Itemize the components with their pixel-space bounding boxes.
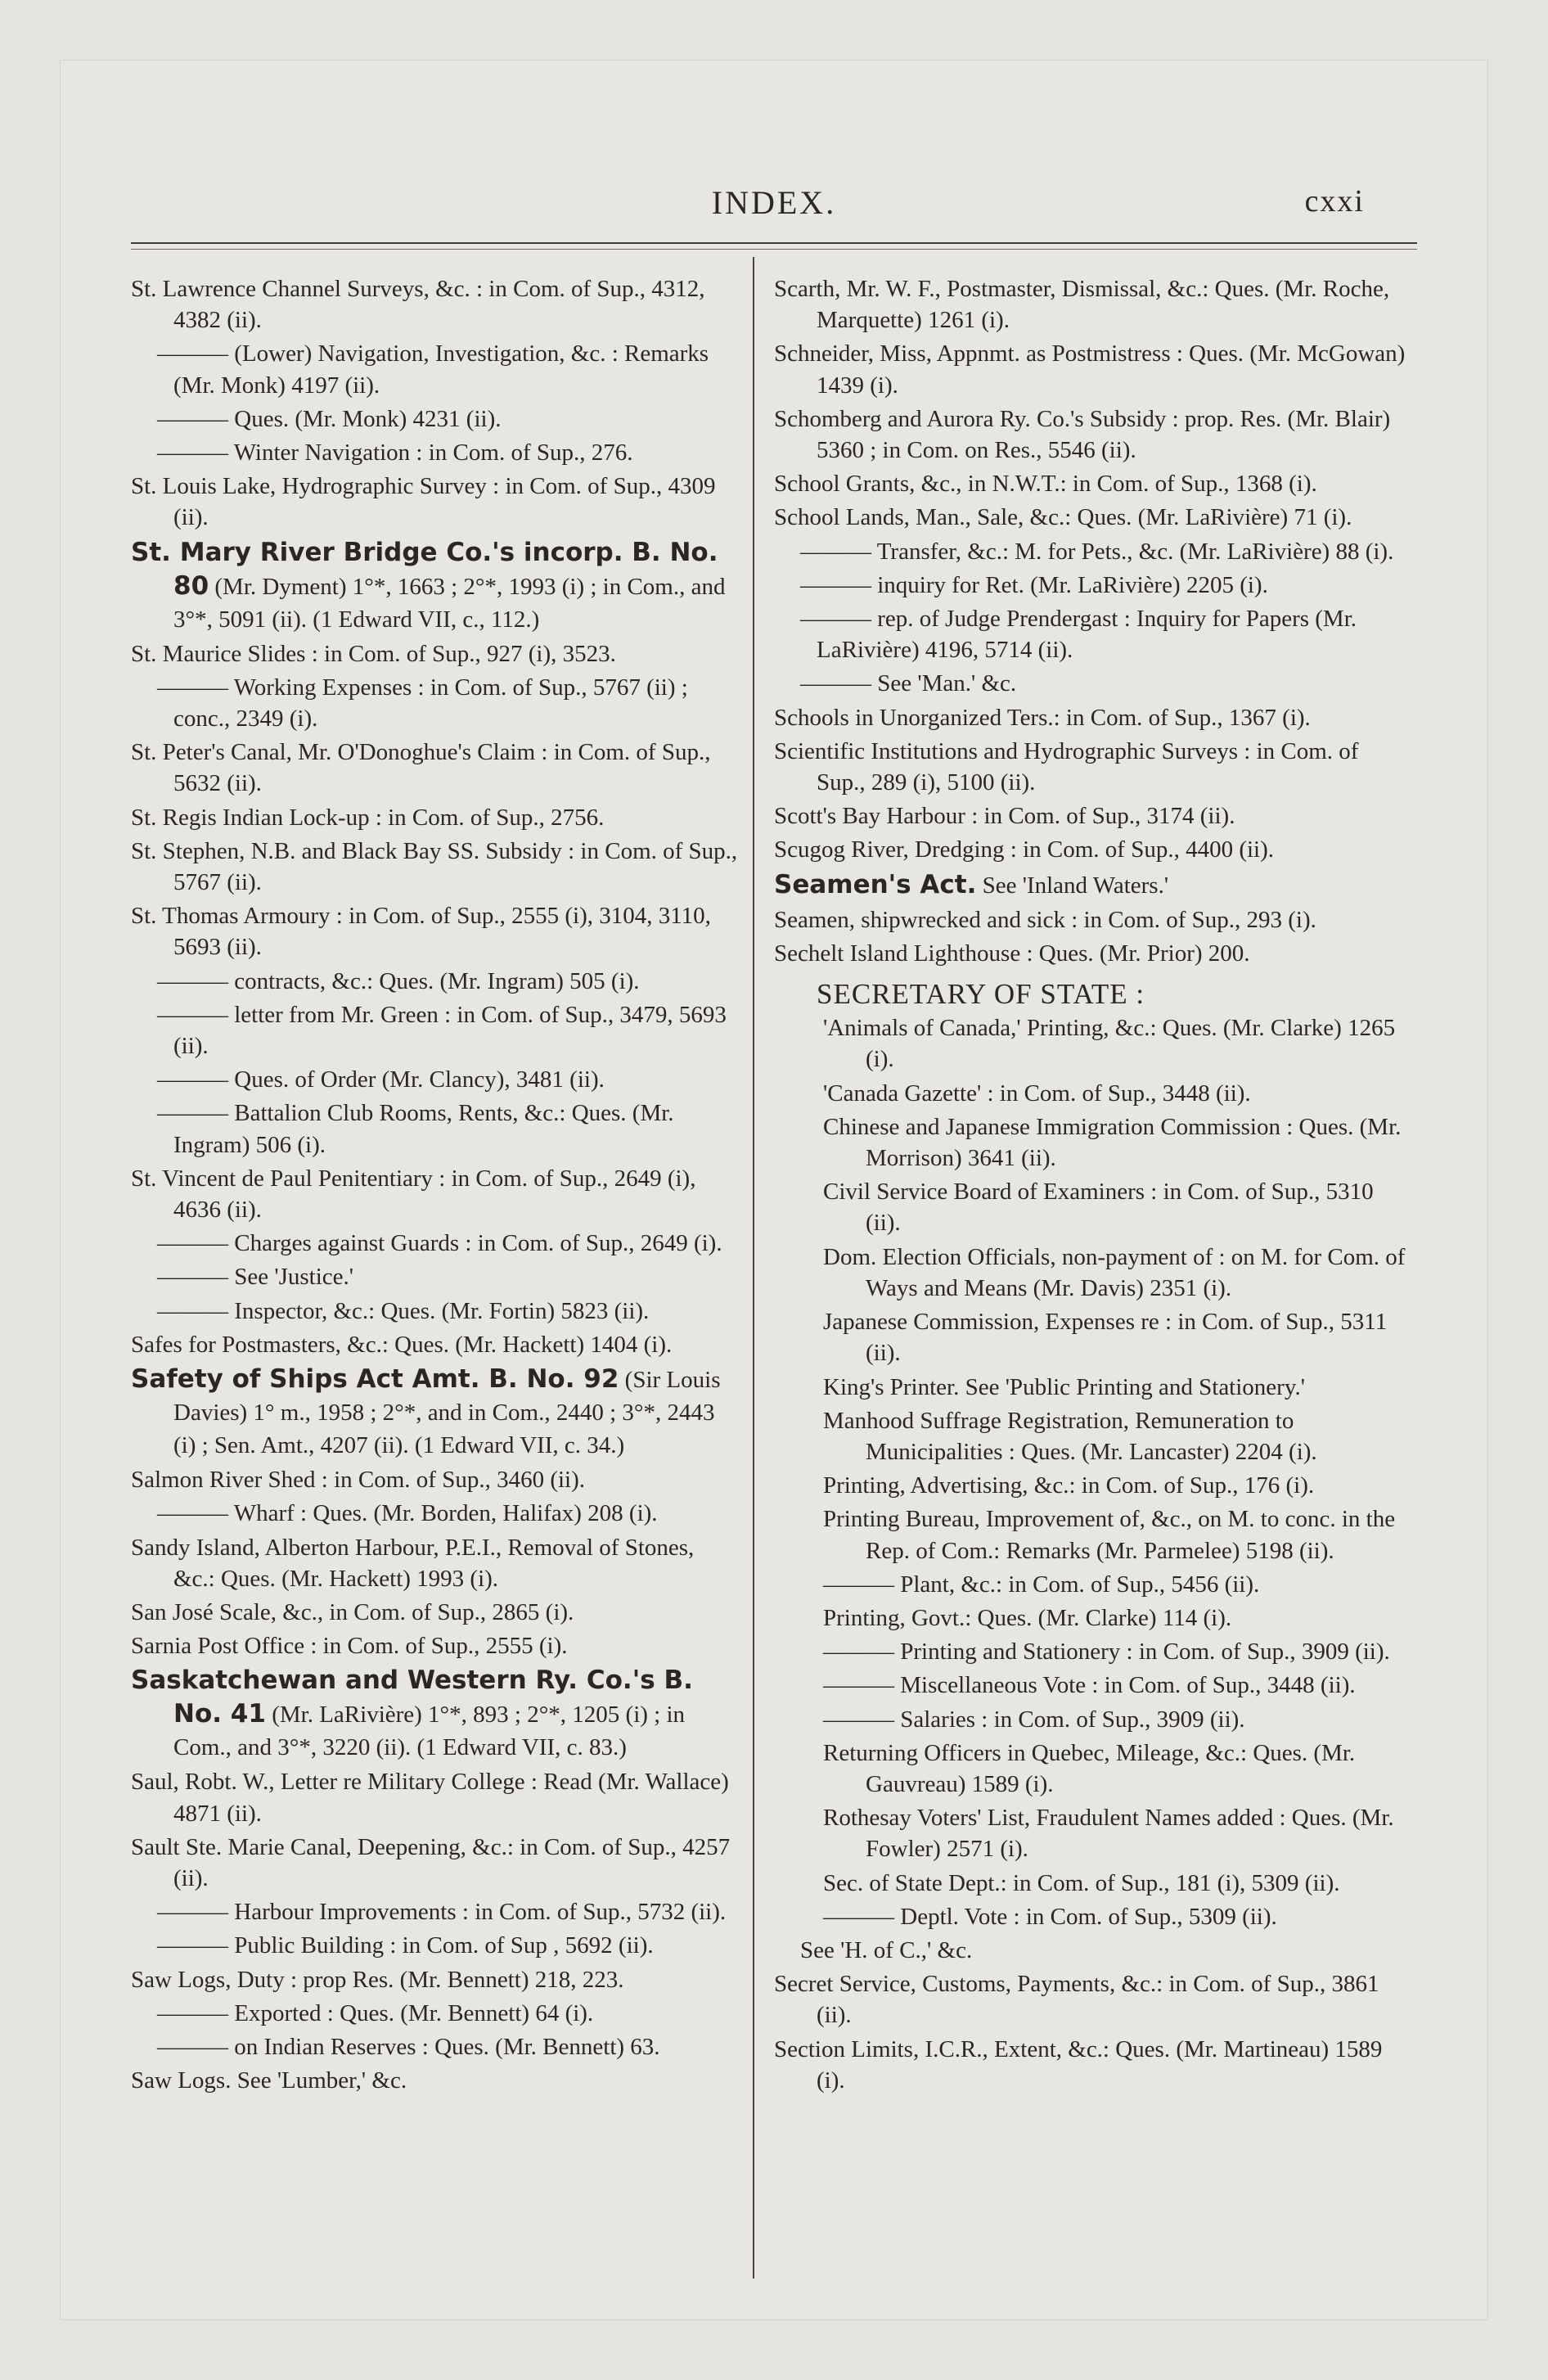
index-entry-heading: ——— Printing and Stationery : in Com. of Sup., 3909 (ii). <box>823 1639 1390 1666</box>
index-entry-heading: ——— contracts, &c.: Ques. (Mr. Ingram) 505 (i). <box>157 967 640 994</box>
index-entry <box>131 471 738 533</box>
page-number: cxxi <box>1304 184 1365 219</box>
index-entry-heading: Rothesay Voters' List, Fraudulent Names added : Ques. (Mr. Fowler) 2571 (i). <box>823 1805 1394 1863</box>
index-entry-heading: Printing Bureau, Improvement of, &c., on M. to conc. in the Rep. of Com.: Remarks (Mr. Parmelee) 5198 (ii). <box>823 1506 1396 1564</box>
index-entry-heading: See 'H. of C.,' &c. <box>800 1936 973 1963</box>
index-entry-heading: St. Regis Indian Lock-up : in Com. of Sup., 2756. <box>131 804 605 831</box>
index-entry <box>774 834 1409 865</box>
index-entry <box>131 338 738 400</box>
index-entry-heading: St. Peter's Canal, Mr. O'Donoghue's Claim : in Com. of Sup., 5632 (ii). <box>131 739 711 797</box>
index-entry-heading: ——— Plant, &c.: in Com. of Sup., 5456 (ii). <box>823 1571 1260 1598</box>
index-entry-heading: Safety of Ships Act Amt. B. No. 92 <box>131 1364 619 1395</box>
index-entry-heading: Scott's Bay Harbour : in Com. of Sup., 3174 (ii). <box>774 803 1235 830</box>
index-entry-heading: St. Mary River Bridge Co.'s incorp. B. No. 80 <box>131 537 718 601</box>
page-title: INDEX. <box>711 184 837 221</box>
index-entry-heading: ——— letter from Mr. Green : in Com. of Sup., 3479, 5693 (ii). <box>157 1001 727 1060</box>
index-entry <box>131 2031 738 2062</box>
index-entry-heading: St. Maurice Slides : in Com. of Sup., 927 (i), 3523. <box>131 640 616 667</box>
page-header <box>61 183 1487 232</box>
index-entry <box>774 570 1409 601</box>
index-entry <box>774 904 1409 935</box>
index-entry <box>774 403 1409 466</box>
index-entry <box>131 1228 738 1259</box>
index-entry-references: See 'Inland Waters.' <box>976 872 1169 899</box>
index-entry <box>774 1569 1409 1600</box>
index-entry <box>774 536 1409 567</box>
index-entry-heading: Civil Service Board of Examiners : in Com. of Sup., 5310 (ii). <box>823 1179 1374 1237</box>
index-entry-heading: Saw Logs. See 'Lumber,' &c. <box>131 2067 407 2094</box>
index-entry-heading: St. Lawrence Channel Surveys, &c. : in Com. of Sup., 4312, 4382 (ii). <box>131 276 705 334</box>
index-entry-heading: ——— Winter Navigation : in Com. of Sup., 276. <box>157 439 633 467</box>
index-entry <box>131 672 738 734</box>
index-entry <box>131 638 738 669</box>
index-entry <box>774 468 1409 499</box>
index-entry <box>774 1802 1409 1864</box>
index-entry <box>774 1901 1409 1932</box>
index-entry-heading: ——— Wharf : Ques. (Mr. Borden, Halifax) 208 (i). <box>157 1500 658 1527</box>
index-entry <box>131 1261 738 1292</box>
left-column <box>131 273 738 2098</box>
index-entry-heading: Chinese and Japanese Immigration Commission : Ques. (Mr. Morrison) 3641 (ii). <box>823 1113 1402 1172</box>
index-entry-heading: ——— Charges against Guards : in Com. of Sup., 2649 (i). <box>157 1230 722 1257</box>
index-entry-heading: ——— Ques. (Mr. Monk) 4231 (ii). <box>157 405 502 432</box>
index-entry-heading: St. Louis Lake, Hydrographic Survey : in Com. of Sup., 4309 (ii). <box>131 473 716 531</box>
index-entry-heading: ——— rep. of Judge Prendergast : Inquiry for Papers (Mr. LaRivière) 4196, 5714 (ii). <box>800 606 1357 664</box>
index-entry <box>774 1372 1409 1403</box>
index-entry <box>774 702 1409 733</box>
index-entry-heading: Sandy Island, Alberton Harbour, P.E.I., Removal of Stones, &c.: Ques. (Mr. Hackett) 1993 (i). <box>131 1534 695 1592</box>
index-entry <box>774 1306 1409 1368</box>
index-entry-heading: St. Stephen, N.B. and Black Bay SS. Subsidy : in Com. of Sup., 5767 (ii). <box>131 837 738 896</box>
index-entry-heading: Japanese Commission, Expenses re : in Com. of Sup., 5311 (ii). <box>823 1309 1388 1367</box>
index-entry-heading: Saul, Robt. W., Letter re Military College : Read (Mr. Wallace) 4871 (ii). <box>131 1769 729 1827</box>
index-entry-heading: 'Animals of Canada,' Printing, &c.: Ques. (Mr. Clarke) 1265 (i). <box>823 1015 1396 1073</box>
index-entry <box>774 1242 1409 1304</box>
index-entry <box>131 999 738 1062</box>
index-entry <box>131 273 738 336</box>
index-entry <box>774 1968 1409 2031</box>
index-entry <box>131 1998 738 2029</box>
index-entry <box>774 1470 1409 1501</box>
index-entry <box>131 737 738 799</box>
index-entry-heading: Seamen's Act. <box>774 869 977 899</box>
index-entry <box>131 1064 738 1095</box>
index-entry-heading: Scugog River, Dredging : in Com. of Sup., 4400 (ii). <box>774 836 1275 863</box>
index-entry <box>131 1930 738 1961</box>
index-entry <box>131 1766 738 1828</box>
index-entry-heading: 'Canada Gazette' : in Com. of Sup., 3448 (ii). <box>823 1080 1251 1107</box>
index-entry <box>774 1868 1409 1899</box>
index-entry <box>131 966 738 997</box>
index-entry <box>774 979 1409 1010</box>
index-entry-heading: King's Printer. See 'Public Printing and Stationery.' <box>823 1373 1305 1400</box>
index-entry <box>774 502 1409 533</box>
index-entry-heading: ——— Exported : Ques. (Mr. Bennett) 64 (i). <box>157 1999 594 2026</box>
index-entry <box>774 338 1409 400</box>
index-entry-heading: San José Scale, &c., in Com. of Sup., 2865 (i). <box>131 1598 574 1625</box>
index-entry <box>774 1405 1409 1467</box>
index-entry-heading: Saw Logs, Duty : prop Res. (Mr. Bennett) 218, 223. <box>131 1966 624 1993</box>
index-entry-heading: ——— Salaries : in Com. of Sup., 3909 (ii). <box>823 1706 1245 1733</box>
index-entry <box>131 900 738 962</box>
index-entry-heading: School Grants, &c., in N.W.T.: in Com. of Sup., 1368 (i). <box>774 471 1317 498</box>
index-entry-heading: ——— Deptl. Vote : in Com. of Sup., 5309 (ii). <box>823 1903 1277 1930</box>
index-entry-heading: SECRETARY OF STATE : <box>817 978 1145 1011</box>
index-entry <box>131 536 738 636</box>
index-entry-heading: Schools in Unorganized Ters.: in Com. of Sup., 1367 (i). <box>774 704 1311 731</box>
index-entry <box>774 603 1409 665</box>
index-entry <box>774 1503 1409 1566</box>
index-entry-heading: ——— Public Building : in Com. of Sup , 5692 (ii). <box>157 1932 654 1959</box>
index-entry-heading: Dom. Election Officials, non-payment of : on M. for Com. of Ways and Means (Mr. Davis) 2351 (i). <box>823 1243 1406 1301</box>
index-entry <box>131 1532 738 1594</box>
index-entry-heading: Returning Officers in Quebec, Mileage, &c.: Ques. (Mr. Gauvreau) 1589 (i). <box>823 1739 1356 1797</box>
header-rule <box>131 242 1417 244</box>
index-entry <box>774 868 1409 902</box>
index-entry-heading: Scientific Institutions and Hydrographic Surveys : in Com. of Sup., 289 (i), 5100 (ii). <box>774 737 1359 796</box>
index-entry-heading: Printing, Advertising, &c.: in Com. of Sup., 176 (i). <box>823 1472 1315 1499</box>
index-entry <box>131 802 738 833</box>
index-entry-heading: Sec. of State Dept.: in Com. of Sup., 181 (i), 5309 (ii). <box>823 1869 1340 1896</box>
index-entry-heading: Salmon River Shed : in Com. of Sup., 3460 (ii). <box>131 1467 586 1494</box>
index-entry-heading: ——— on Indian Reserves : Ques. (Mr. Bennett) 63. <box>157 2033 660 2060</box>
index-entry-heading: ——— See 'Justice.' <box>157 1264 354 1291</box>
index-entry <box>774 273 1409 336</box>
index-entry <box>774 668 1409 699</box>
index-entry-heading: Sechelt Island Lighthouse : Ques. (Mr. Prior) 200. <box>774 940 1250 967</box>
index-entry <box>774 938 1409 969</box>
index-entry-heading: Printing, Govt.: Ques. (Mr. Clarke) 114 (i). <box>823 1604 1232 1631</box>
index-entry-heading: ——— Transfer, &c.: M. for Pets., &c. (Mr. LaRivière) 88 (i). <box>800 538 1394 565</box>
index-entry <box>131 1296 738 1327</box>
index-entry <box>131 1896 738 1927</box>
right-column <box>774 273 1409 2098</box>
header-rule-thin <box>131 249 1417 250</box>
index-entry-heading: ——— Working Expenses : in Com. of Sup., 5767 (ii) ; conc., 2349 (i). <box>157 674 688 732</box>
index-entry <box>131 1464 738 1495</box>
index-entry <box>774 736 1409 798</box>
index-entry <box>774 2034 1409 2096</box>
index-entry-heading: Schomberg and Aurora Ry. Co.'s Subsidy : prop. Res. (Mr. Blair) 5360 ; in Com. on Res., 5546 (ii). <box>774 405 1391 464</box>
index-entry-heading: Seamen, shipwrecked and sick : in Com. of Sup., 293 (i). <box>774 906 1316 933</box>
index-entry-heading: School Lands, Man., Sale, &c.: Ques. (Mr. LaRivière) 71 (i). <box>774 504 1352 531</box>
index-entry <box>774 1078 1409 1109</box>
index-entry-heading: ——— Battalion Club Rooms, Rents, &c.: Ques. (Mr. Ingram) 506 (i). <box>157 1100 674 1158</box>
index-entry <box>131 2065 738 2096</box>
index-entry-references: (Sir Louis Davies) 1° m., 1958 ; 2°*, and in Com., 2440 ; 3°*, 2443 (i) ; Sen. Amt., 4207 (ii). (1 Edward VII, c. 34.) <box>173 1367 721 1459</box>
index-entry-heading: Manhood Suffrage Registration, Remuneration to Municipalities : Ques. (Mr. Lancaster) 2204 (i). <box>823 1407 1317 1465</box>
index-entry <box>131 1597 738 1628</box>
index-entry <box>774 1935 1409 1966</box>
index-entry <box>131 1098 738 1160</box>
index-entry <box>774 1704 1409 1735</box>
index-entry-heading: Scarth, Mr. W. F., Postmaster, Dismissal, &c.: Ques. (Mr. Roche, Marquette) 1261 (i). <box>774 276 1390 334</box>
index-entry <box>131 437 738 468</box>
index-entry <box>774 1670 1409 1701</box>
index-entry-heading: Section Limits, I.C.R., Extent, &c.: Ques. (Mr. Martineau) 1589 (i). <box>774 2035 1383 2094</box>
index-entry <box>131 836 738 898</box>
index-entry-heading: Saskatchewan and Western Ry. Co.'s B. No. 41 <box>131 1666 693 1729</box>
index-entry-heading: ——— inquiry for Ret. (Mr. LaRivière) 2205 (i). <box>800 571 1268 598</box>
index-entry-heading: ——— Inspector, &c.: Ques. (Mr. Fortin) 5823 (ii). <box>157 1297 650 1324</box>
index-entry-references: (Mr. LaRivière) 1°*, 893 ; 2°*, 1205 (i) ; in Com., and 3°*, 3220 (ii). (1 Edward VII, c. 83.) <box>173 1702 686 1761</box>
index-entry <box>774 1012 1409 1075</box>
index-entry <box>774 800 1409 832</box>
index-entry <box>774 1636 1409 1667</box>
index-entry <box>774 1176 1409 1238</box>
index-entry <box>131 1363 738 1462</box>
index-entry <box>131 1163 738 1225</box>
index-entry <box>131 1329 738 1360</box>
index-entry <box>131 1832 738 1894</box>
index-entry-heading: Schneider, Miss, Appnmt. as Postmistress : Ques. (Mr. McGowan) 1439 (i). <box>774 340 1406 399</box>
index-page <box>61 61 1487 2319</box>
index-entry-heading: St. Vincent de Paul Penitentiary : in Com. of Sup., 2649 (i), 4636 (ii). <box>131 1165 696 1224</box>
index-entry-heading: ——— Harbour Improvements : in Com. of Sup., 5732 (ii). <box>157 1899 727 1926</box>
index-entry-heading: ——— Ques. of Order (Mr. Clancy), 3481 (ii). <box>157 1066 605 1093</box>
index-entry <box>131 403 738 435</box>
index-entry <box>131 1498 738 1529</box>
index-entry <box>774 1111 1409 1174</box>
index-entry-heading: Sault Ste. Marie Canal, Deepening, &c.: in Com. of Sup., 4257 (ii). <box>131 1833 731 1891</box>
index-entry-heading: Safes for Postmasters, &c.: Ques. (Mr. Hackett) 1404 (i). <box>131 1331 673 1358</box>
index-entry-heading: St. Thomas Armoury : in Com. of Sup., 2555 (i), 3104, 3110, 5693 (ii). <box>131 903 711 961</box>
index-entry-heading: ——— (Lower) Navigation, Investigation, &c. : Remarks (Mr. Monk) 4197 (ii). <box>157 340 709 399</box>
index-entry-references: (Mr. Dyment) 1°*, 1663 ; 2°*, 1993 (i) ; in Com., and 3°*, 5091 (ii). (1 Edward VII, c., 112.) <box>173 573 726 633</box>
index-entry-heading: ——— See 'Man.' &c. <box>800 670 1017 697</box>
index-entry-heading: ——— Miscellaneous Vote : in Com. of Sup., 3448 (ii). <box>823 1672 1356 1699</box>
index-entry <box>774 1602 1409 1634</box>
index-entry <box>131 1630 738 1661</box>
index-entry-heading: Sarnia Post Office : in Com. of Sup., 2555 (i). <box>131 1633 568 1660</box>
column-divider <box>753 257 754 2279</box>
index-entry <box>774 1738 1409 1800</box>
index-entry <box>131 1964 738 1995</box>
index-entry <box>131 1664 738 1764</box>
index-entry-heading: Secret Service, Customs, Payments, &c.: in Com. of Sup., 3861 (ii). <box>774 1971 1379 2029</box>
